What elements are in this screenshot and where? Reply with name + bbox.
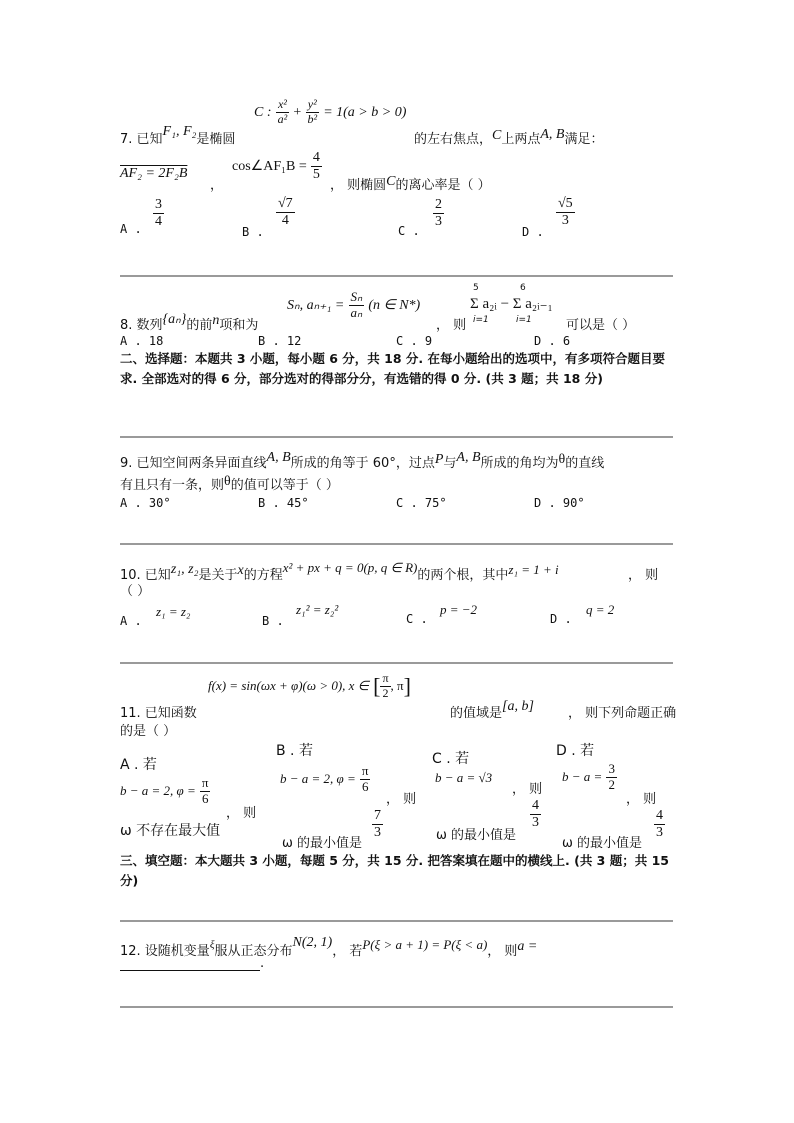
q9-line2: 有且只有一条，则θ的值可以等于（ ） xyxy=(120,474,339,493)
section-3-heading: 三、填空题：本大题共 3 小题，每题 5 分，共 15 分. 把答案填在题中的横线上. (共 3 题；共 15 分) xyxy=(120,853,669,888)
q7-option-a-value: $\frac{3}{4}$ xyxy=(155,197,162,230)
q11-option-a[interactable]: A . 若 xyxy=(120,757,157,773)
q8-sum2-bottom: i=1 xyxy=(516,315,532,325)
q11-option-c-conclusion: ω 的最小值是 xyxy=(436,828,517,843)
q8-option-a[interactable]: A . 18 xyxy=(120,334,164,348)
section-2-heading: 二、选择题：本题共 3 小题，每小题 6 分，共 18 分. 在每小题给出的选项中，有多项符合题目要求. 全部选对的得 6 分，部分选对的得部分分，有选错的得 0 分. (共 3 题；共 18 分) xyxy=(120,351,666,386)
q7-option-a[interactable]: A . xyxy=(120,222,142,236)
q7-ellipse-equation: C : $\frac{\text{x²}}{\text{a²}}$ + $\frac{\text{y²}}{\text{b²}}$ = 1(a > b > 0) xyxy=(254,97,407,126)
q11-option-c-cond: b − a = √3 xyxy=(435,770,493,785)
q8-formula: Sₙ, aₙ₊₁ = $\frac{\text{Sₙ}}{\text{aₙ}}$ (n ∈ N*) xyxy=(287,289,421,320)
q9-option-a[interactable]: A . 30° xyxy=(120,496,171,510)
q11-option-b-cond: b − a = 2, φ = $\frac{\pi}{6}$ xyxy=(280,763,369,794)
q11-function: f(x) = sin(ωx + φ)(ω > 0), x ∈ [ $\frac{\pi}{2}$ , π] xyxy=(208,671,411,700)
q7-line1: 7. 已知F₁, F₂是椭圆 xyxy=(120,124,236,147)
q11-line1-tail: ， 则下列命题正确 xyxy=(568,706,677,721)
q8-tail: 可以是（ ） xyxy=(566,318,636,333)
q10-option-b[interactable]: B . xyxy=(262,614,284,628)
divider xyxy=(120,436,673,438)
q10-option-c-expr: p = −2 xyxy=(440,602,478,617)
q10-line2: （ ） xyxy=(120,584,151,599)
q8-option-c[interactable]: C . 9 xyxy=(396,334,433,348)
q11-option-a-cond: b − a = 2, φ = $\frac{\pi}{6}$ xyxy=(120,775,209,806)
divider xyxy=(120,275,673,277)
q10-option-b-expr: z₁² = z₂² xyxy=(296,602,339,617)
q11-option-b-then: ， 则 xyxy=(386,792,417,807)
q9-option-c[interactable]: C . 75° xyxy=(396,496,447,510)
q7-comma: ， xyxy=(210,178,224,193)
q11-option-c-then: ， 则 xyxy=(512,782,543,797)
q8-sum1-bottom: i=1 xyxy=(473,315,489,325)
q11-line1: 11. 已知函数 xyxy=(120,706,197,721)
q10-option-d-expr: q = 2 xyxy=(586,602,615,617)
q9-option-d[interactable]: D . 90° xyxy=(534,496,585,510)
q7-line2-tail: ， 则椭圆C的离心率是（ ） xyxy=(330,174,491,193)
q9-line1: 9. 已知空间两条异面直线A, B所成的角等于 60°，过点P与A, B所成的角均为θ的直线 xyxy=(120,450,605,471)
q11-line1-cont: 的值域是[a, b] xyxy=(450,699,534,721)
q11-option-c[interactable]: C . 若 xyxy=(432,751,470,767)
q10-option-c[interactable]: C . xyxy=(406,612,428,626)
q7-option-d[interactable]: D . xyxy=(522,225,544,239)
q10-line1: 10. 已知z₁, z₂是关于x的方程x² + px + q = 0(p, q ∈ R)的两个根，其中z₁ = 1 + i xyxy=(120,560,559,583)
q7-option-b-value: $\frac{√7}{4}$ xyxy=(278,196,293,229)
divider xyxy=(120,1006,673,1008)
q8-option-b[interactable]: B . 12 xyxy=(258,334,302,348)
q11-option-b-value: $\frac{7}{3}$ xyxy=(374,808,381,841)
q7-line1-cont: 的左右焦点，C上两点A, B满足： xyxy=(414,127,604,147)
q11-option-d-value: $\frac{4}{3}$ xyxy=(656,808,663,841)
q11-option-c-value: $\frac{4}{3}$ xyxy=(532,798,539,831)
q8-line1: 8. 数列{aₙ}的前n项和为 xyxy=(120,312,259,333)
q11-option-a-then: ， 则 xyxy=(226,806,257,821)
q11-option-d-then: ， 则 xyxy=(626,792,657,807)
q9-option-b[interactable]: B . 45° xyxy=(258,496,309,510)
q7-option-b[interactable]: B . xyxy=(242,225,264,239)
q8-sum2-top: 6 xyxy=(520,283,526,293)
q10-option-d[interactable]: D . xyxy=(550,612,572,626)
q11-option-d[interactable]: D . 若 xyxy=(556,743,595,759)
q11-option-b[interactable]: B . 若 xyxy=(276,743,313,759)
q7-cos-condition: cos∠AF₁B = $\frac{4}{5}$ xyxy=(232,150,320,183)
q10-option-a-expr: z₁ = z₂ xyxy=(156,604,191,619)
q11-line2: 的是（ ） xyxy=(120,724,177,739)
q12-period: . xyxy=(260,956,265,971)
q8-sum1-top: 5 xyxy=(473,283,479,293)
q7-vector-condition: AF₂ = 2F₂B xyxy=(120,166,188,181)
q10-option-a[interactable]: A . xyxy=(120,614,142,628)
divider xyxy=(120,543,673,545)
q8-sum-expression: Σ a₂ᵢ − Σ a₂ᵢ₋₁ xyxy=(470,296,553,312)
q11-option-d-conclusion: ω 的最小值是 xyxy=(562,836,643,851)
q7-option-c[interactable]: C . xyxy=(398,224,420,238)
q11-option-d-cond: b − a = $\frac{3}{2}$ xyxy=(562,761,615,792)
q8-then: ， 则 xyxy=(436,318,467,333)
divider xyxy=(120,920,673,922)
q8-option-d[interactable]: D . 6 xyxy=(534,334,571,348)
q12-line1: 12. 设随机变量$^\xi$服从正态分布N(2, 1)， 若P(ξ > a + 1) = P(ξ < a)， 则a = xyxy=(120,935,538,959)
q10-then: ， 则 xyxy=(628,568,659,583)
q12-answer-blank[interactable] xyxy=(120,970,260,971)
q11-option-b-conclusion: ω 的最小值是 xyxy=(282,836,363,851)
q11-option-a-conclusion: ω 不存在最大值 xyxy=(120,823,221,839)
divider xyxy=(120,662,673,664)
q7-option-d-value: $\frac{√5}{3}$ xyxy=(558,196,573,229)
q7-option-c-value: $\frac{2}{3}$ xyxy=(435,197,442,230)
